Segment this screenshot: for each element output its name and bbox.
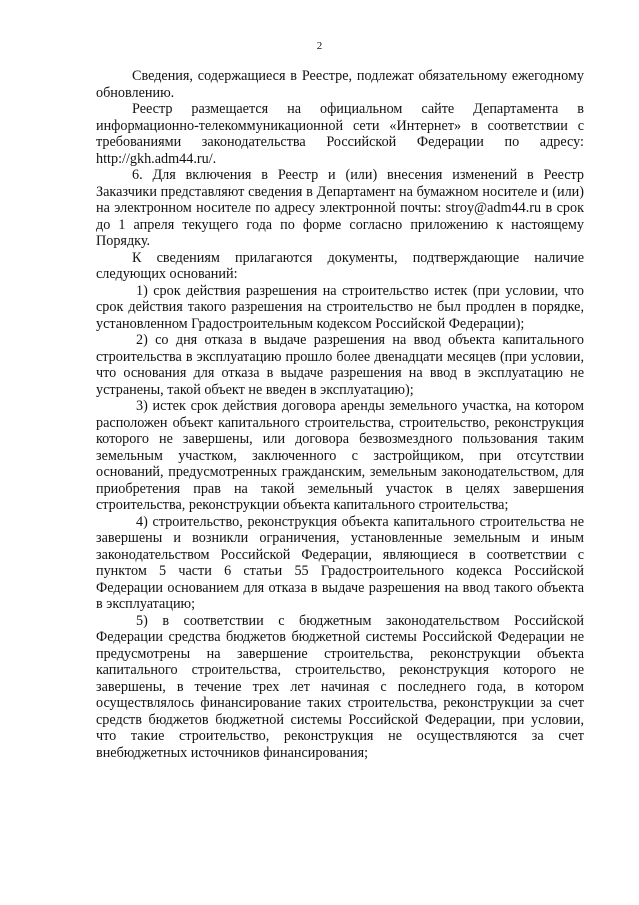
- paragraph-inclusion-procedure: 6. Для включения в Реестр и (или) внесения изменений в Реестр Заказчики представляют сведения в Департамент на бумажном носителе и (или) на электронном носителе по адресу электронной почты: stroy@adm44.ru в срок до 1 апреля текущего года по форме согласно приложению к настоящему Порядку.: [96, 167, 584, 249]
- list-item-lease-expired: 3) истек срок действия договора аренды земельного участка, на котором расположен объект капитального строительства, строительство, реконструкция которого не завершены, или договора безвозмездного пользования таким земельным участком, заключенного с застройщиком, при отсутствии оснований, предусмотренных гражданским, земельным законодательством, для приобретения прав на такой земельный участок в целях завершения строительства, реконструкции объекта капитального строительства;: [96, 398, 584, 513]
- paragraph-attached-documents: К сведениям прилагаются документы, подтверждающие наличие следующих оснований:: [96, 249, 584, 282]
- paragraph-registry-publication: Реестр размещается на официальном сайте Департамента в информационно-телекоммуникационной сети «Интернет» в соответствии с требованиями законодательства Российской Федерации по адресу: http://gkh.adm44.ru/.: [96, 101, 584, 167]
- list-item-commissioning-refused: 2) со дня отказа в выдаче разрешения на ввод объекта капитального строительства в эксплуатацию прошло более двенадцати месяцев (при условии, что основания для отказа в выдаче разрешения на ввод в эксплуатацию не устранены, такой объект не введен в эксплуатацию);: [96, 332, 584, 398]
- paragraph-registry-update: Сведения, содержащиеся в Реестре, подлежат обязательному ежегодному обновлению.: [96, 68, 584, 101]
- list-item-permit-expired: 1) срок действия разрешения на строительство истек (при условии, что срок действия такого разрешения на строительство не был продлен в порядке, установленном Градостроительным кодексом Российской Федерации);: [96, 282, 584, 332]
- page-number: 2: [316, 40, 323, 52]
- list-item-restrictions: 4) строительство, реконструкция объекта капитального строительства не завершены и возникли ограничения, установленные земельным и иным законодательством Российской Федерации, являющиеся в соответствии с пунктом 5 части 6 статьи 55 Градостроительного кодекса Российской Федерации основанием для отказа в выдаче разрешения на ввод такого объекта в эксплуатацию;: [96, 513, 584, 612]
- list-item-budget-funding: 5) в соответствии с бюджетным законодательством Российской Федерации средства бюджетов бюджетной системы Российской Федерации не предусмотрены на завершение строительства, реконструкции объекта капитального строительства, строительство, реконструкция которого не завершены, в течение трех лет начиная с последнего года, в котором осуществлялось финансирование таких строительства, реконструкции за счет средств бюджетов бюджетной системы Российской Федерации, при условии, что такие строительство, реконструкция не осуществляются за счет внебюджетных источников финансирования;: [96, 612, 584, 761]
- document-body: [96, 68, 584, 761]
